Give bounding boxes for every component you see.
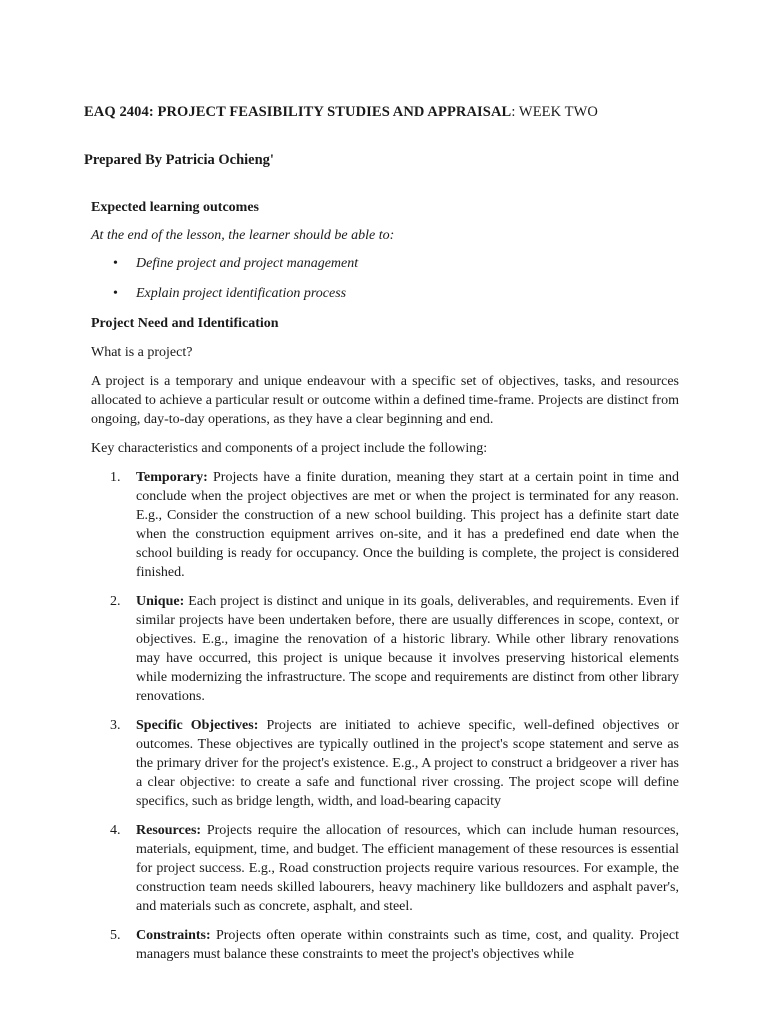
project-definition: A project is a temporary and unique endeavour with a specific set of objectives, tasks, and resources allocated to achieve a particular result or outcome within a defined time-frame. Projects are distinct from ongoing, day-to-day operations, as they have a clear beginning and end. — [91, 374, 679, 427]
outcome-text: Define project and project management — [136, 256, 359, 271]
characteristics-list — [91, 468, 679, 964]
item-number: 1. — [110, 470, 121, 485]
outcomes-intro: At the end of the lesson, the learner should be able to: — [91, 228, 395, 243]
item-term: Constraints: — [136, 928, 211, 943]
item-term: Unique: — [136, 594, 185, 609]
section-question: What is a project? — [91, 345, 193, 360]
document-title — [84, 104, 598, 121]
outcome-text: Explain project identification process — [136, 286, 347, 301]
characteristic-item — [91, 592, 679, 706]
outcome-item — [91, 254, 679, 273]
document-body — [91, 198, 679, 974]
item-text: Projects often operate within constraints such as time, cost, and quality. Project managers must balance these constraints to meet the project's objectives while — [136, 928, 679, 962]
item-text: Projects are initiated to achieve specific, well-defined objectives or outcomes. These objectives are typically outlined in the project's scope statement and serve as the primary driver for the project's existence. E.g., A project to construct a bridgeover a river has a clear objective: to create a safe and functional river crossing. The project scope will define specifics, such as bridge length, width, and load-bearing capacity — [136, 718, 680, 809]
bullet-icon: • — [113, 286, 118, 301]
characteristics-intro: Key characteristics and components of a project include the following: — [91, 441, 488, 456]
bullet-icon: • — [113, 256, 118, 271]
item-text: Projects require the allocation of resources, which can include human resources, materials, equipment, time, and budget. The efficient management of these resources is essential for project success. E.g., Road construction projects require various resources. For example, the construction team needs skilled labourers, heavy machinery like bulldozers and asphalt paver's, and materials such as concrete, asphalt, and steel. — [136, 823, 679, 914]
item-text: Projects have a finite duration, meaning they start at a certain point in time and conclude when the project objectives are met or when the project is terminated for any reason. E.g., Consider the construction of a new school building. This project has a definite start date when the construction equipment arrives on-site, and it has a predefined end date when the school building is ready for occupancy. Once the building is complete, the project is considered finished. — [136, 470, 679, 580]
outcome-item — [91, 284, 679, 303]
characteristic-item — [91, 716, 679, 811]
item-number: 5. — [110, 928, 121, 943]
item-number: 4. — [110, 823, 121, 838]
characteristic-item — [91, 468, 679, 582]
item-term: Resources: — [136, 823, 202, 838]
item-term: Temporary: — [136, 470, 208, 485]
prepared-by: Prepared By Patricia Ochieng' — [84, 152, 274, 168]
title-week: : WEEK TWO — [511, 104, 598, 120]
item-number: 2. — [110, 594, 121, 609]
title-main: EAQ 2404: PROJECT FEASIBILITY STUDIES AND APPRAISAL — [84, 104, 512, 120]
item-text: Each project is distinct and unique in its goals, deliverables, and requirements. Even if similar projects have been undertaken before, there are usually differences in scope, context, or objectives. E.g., imagine the renovation of a historic library. While other library renovations may have occurred, this project is unique because it involves preserving historical elements while modernizing the infrastructure. The scope and requirements are distinct from other library renovations. — [136, 594, 679, 704]
outcomes-heading: Expected learning outcomes — [91, 200, 259, 215]
characteristic-item — [91, 821, 679, 916]
item-number: 3. — [110, 718, 121, 733]
characteristic-item — [91, 926, 679, 964]
section-heading: Project Need and Identification — [91, 316, 279, 331]
outcomes-list — [91, 254, 679, 303]
item-term: Specific Objectives: — [136, 718, 259, 733]
